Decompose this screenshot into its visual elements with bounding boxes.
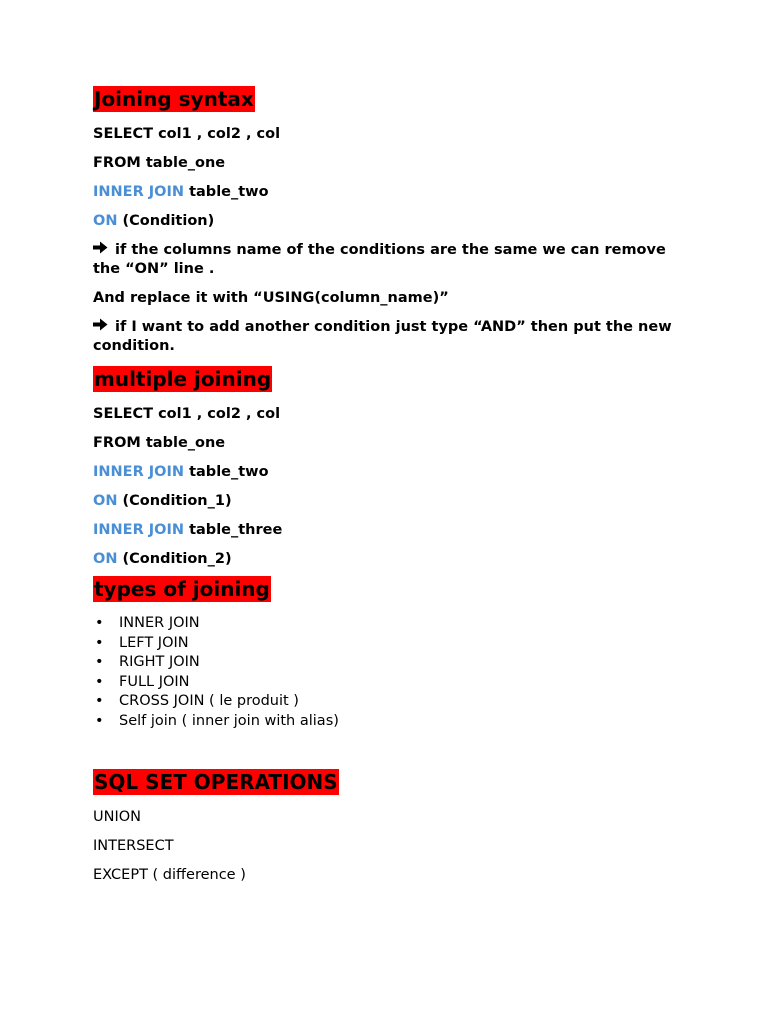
list-item <box>93 653 693 673</box>
list-item <box>93 692 693 712</box>
heading-joining-syntax: Joining syntax <box>94 87 254 111</box>
bullet-icon: • <box>95 634 104 651</box>
from-line: FROM table_one <box>93 435 226 451</box>
on-condition: (Condition) <box>117 213 215 229</box>
heading-types-of-joining-wrap <box>93 576 693 604</box>
note-and-condition <box>93 318 693 356</box>
list-item-text: INNER JOIN <box>119 615 200 631</box>
on-condition: (Condition_1) <box>117 493 232 509</box>
from-line: FROM table_one <box>93 155 226 171</box>
inner-join-keyword: INNER JOIN <box>93 464 185 480</box>
list-item <box>93 712 693 732</box>
on-keyword: ON <box>93 493 118 509</box>
list-item-text: Self join ( inner join with alias) <box>119 712 339 729</box>
heading-joining-syntax-wrap <box>93 86 693 114</box>
on-keyword: ON <box>93 213 118 229</box>
set-op-union: UNION <box>93 808 141 825</box>
list-item-text: FULL JOIN <box>119 673 190 690</box>
arrow-right-icon <box>93 318 115 337</box>
on-condition: (Condition_2) <box>117 551 232 567</box>
note-and-condition-text: if I want to add another condition just type “AND” then put the new condition. <box>93 319 672 354</box>
note-using: And replace it with “USING(column_name)” <box>93 290 449 306</box>
heading-set-operations-wrap <box>93 769 693 797</box>
heading-multiple-joining-wrap <box>93 366 693 394</box>
on-keyword: ON <box>93 551 118 567</box>
join-types-list <box>93 614 693 732</box>
list-item <box>93 673 693 693</box>
list-item-text: LEFT JOIN <box>119 634 189 651</box>
inner-join-line-2 <box>93 521 693 540</box>
bullet-icon: • <box>95 693 104 710</box>
set-op-intersect: INTERSECT <box>93 837 174 854</box>
select-line: SELECT col1 , col2 , col <box>93 406 281 422</box>
note-on-removal-text: if the columns name of the conditions are the same we can remove the “ON” line . <box>93 242 666 277</box>
set-op-except: EXCEPT ( difference ) <box>93 866 246 883</box>
document-page <box>93 86 693 885</box>
inner-join-table: table_two <box>184 184 269 200</box>
note-on-removal <box>93 241 693 279</box>
arrow-right-icon <box>93 241 115 260</box>
inner-join-keyword: INNER JOIN <box>93 522 185 538</box>
select-line: SELECT col1 , col2 , col <box>93 126 281 142</box>
list-item-text: CROSS JOIN ( le produit ) <box>119 693 299 710</box>
bullet-icon: • <box>95 673 104 690</box>
bullet-icon: • <box>95 654 104 671</box>
bullet-icon: • <box>95 712 104 729</box>
inner-join-line-1 <box>93 463 693 482</box>
inner-join-keyword: INNER JOIN <box>93 184 185 200</box>
inner-join-line <box>93 183 693 202</box>
on-line-1 <box>93 492 693 511</box>
heading-set-operations: SQL SET OPERATIONS <box>94 769 338 794</box>
inner-join-table: table_two <box>184 464 269 480</box>
on-line <box>93 212 693 231</box>
on-line-2 <box>93 550 693 569</box>
heading-multiple-joining: multiple joining <box>94 367 272 391</box>
list-item <box>93 634 693 654</box>
bullet-icon: • <box>95 615 104 631</box>
list-item <box>93 614 693 634</box>
inner-join-table: table_three <box>184 522 283 538</box>
heading-types-of-joining: types of joining <box>94 577 270 601</box>
list-item-text: RIGHT JOIN <box>119 654 200 671</box>
